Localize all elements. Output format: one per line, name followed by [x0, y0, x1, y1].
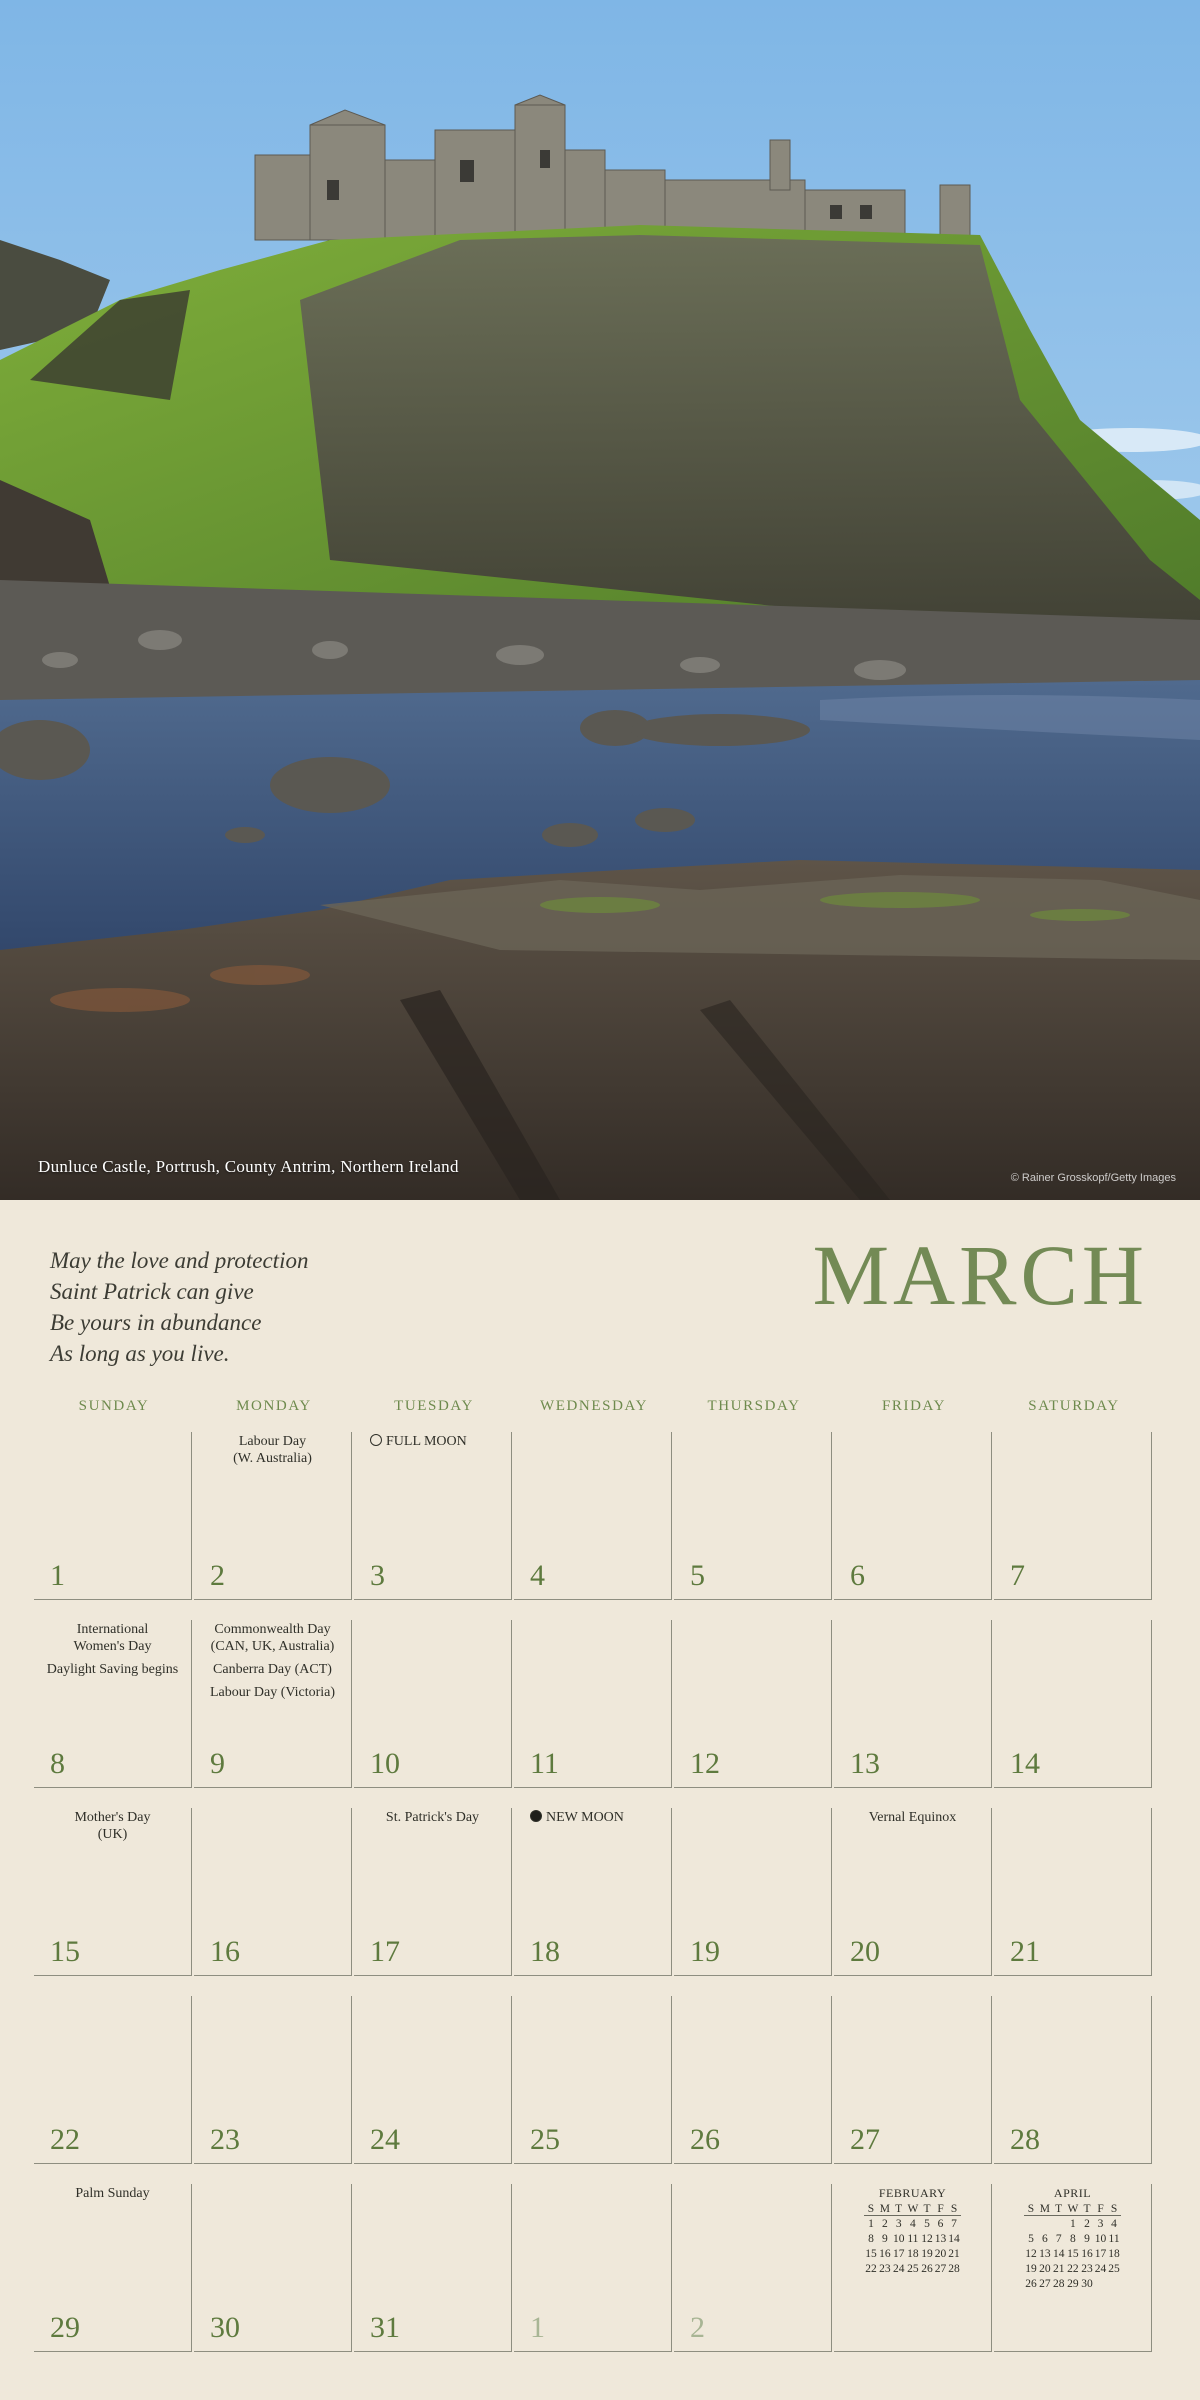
day-number: 10: [370, 1747, 400, 1780]
day-number: 30: [210, 2311, 240, 2344]
day-cell: [194, 1996, 352, 2164]
mini-calendar-day: 13: [934, 2233, 947, 2245]
mini-calendar-day: 8: [1069, 2233, 1076, 2245]
day-cell: [674, 2184, 832, 2352]
mini-calendar-day: 22: [1067, 2263, 1079, 2275]
mini-calendar-day: 2: [881, 2218, 888, 2230]
verse-line: As long as you live.: [50, 1341, 230, 1366]
event-label: Daylight Saving begins: [46, 1662, 179, 1677]
day-number: 23: [210, 2123, 240, 2156]
day-number: 14: [1010, 1747, 1040, 1780]
mini-calendar-day: 18: [907, 2248, 919, 2260]
mini-calendar-day: 5: [924, 2218, 930, 2230]
mini-calendar-day: [1094, 2276, 1108, 2291]
mini-calendar-day: 20: [1039, 2263, 1051, 2275]
mini-calendar-day: 23: [1081, 2263, 1093, 2275]
weekday-sunday: SUNDAY: [78, 1398, 150, 1414]
weekday-wednesday: WEDNESDAY: [539, 1398, 648, 1414]
day-cell: [514, 1808, 672, 1976]
mini-calendar-day: 22: [865, 2263, 877, 2275]
day-cell: [34, 1432, 192, 1600]
mini-calendar-day: 14: [1052, 2248, 1065, 2260]
event-label: Vernal Equinox: [868, 1810, 957, 1825]
mini-calendar-weekday: F: [934, 2203, 948, 2216]
day-number: 16: [210, 1935, 240, 1968]
day-cell: [354, 1808, 512, 1976]
mini-calendar-day: 7: [1055, 2233, 1062, 2245]
mini-calendar-day: 26: [921, 2263, 933, 2275]
mini-calendar-title: APRIL: [1053, 2186, 1092, 2200]
mini-calendar-day: 1: [1069, 2218, 1076, 2230]
day-number: 28: [1010, 2123, 1040, 2156]
day-cell: [194, 1620, 352, 1788]
mini-calendar-day: 25: [907, 2263, 919, 2275]
day-events: [202, 1433, 343, 1473]
weekday-tuesday: TUESDAY: [394, 1398, 474, 1414]
mini-calendar-day: 11: [1108, 2233, 1120, 2245]
day-number: 6: [850, 1559, 865, 1592]
mini-calendar-day: 12: [921, 2233, 933, 2245]
day-cell: [34, 2184, 192, 2352]
day-number: 3: [370, 1559, 385, 1592]
day-number: 9: [210, 1747, 225, 1780]
mini-calendar-day: 23: [879, 2263, 891, 2275]
mini-calendar-day: 1: [868, 2218, 874, 2230]
day-number: 12: [690, 1747, 720, 1780]
mini-calendar-day: 13: [1039, 2248, 1051, 2260]
day-cell: [994, 1620, 1152, 1788]
mini-calendar-table: [864, 2203, 961, 2276]
event-label: Labour Day (Victoria): [209, 1685, 336, 1700]
weekday-saturday: SATURDAY: [1028, 1398, 1120, 1414]
mini-calendar-day: 28: [948, 2263, 960, 2275]
day-number: 22: [50, 2123, 80, 2156]
day-cell: [34, 1996, 192, 2164]
mini-calendar-day: [1052, 2216, 1066, 2232]
day-cell: [354, 1432, 512, 1600]
photo-caption: Dunluce Castle, Portrush, County Antrim, Northern Ireland: [38, 1157, 459, 1176]
mini-calendar-day: 12: [1025, 2248, 1037, 2260]
day-number: 5: [690, 1559, 705, 1592]
mini-calendar-day: 21: [1052, 2263, 1065, 2275]
day-cell: [834, 1808, 992, 1976]
day-cell: [354, 1620, 512, 1788]
verse-line: May the love and protection: [50, 1248, 309, 1273]
day-number: 4: [530, 1559, 545, 1592]
mini-calendar-day: 24: [892, 2263, 905, 2275]
day-cell: [674, 1808, 832, 1976]
mini-calendar-day: 28: [1052, 2278, 1065, 2290]
day-cell: [514, 1432, 672, 1600]
mini-calendar-day: 15: [1067, 2248, 1079, 2260]
day-cell: [674, 1996, 832, 2164]
day-cell: [194, 1432, 352, 1600]
day-number: 1: [50, 1559, 65, 1592]
mini-calendar-day: [1107, 2276, 1121, 2291]
day-number: 13: [850, 1747, 880, 1780]
day-number: 18: [530, 1935, 560, 1968]
weekday-monday: MONDAY: [236, 1398, 312, 1414]
day-number: 7: [1010, 1559, 1025, 1592]
day-cell: [834, 1432, 992, 1600]
mini-calendar-day: 16: [879, 2248, 891, 2260]
mini-calendar-day: 2: [1084, 2218, 1090, 2230]
moon-phase: [530, 1810, 624, 1826]
weekday-header-row: [34, 1398, 1154, 1420]
mini-calendar-weekday: M: [1039, 2203, 1050, 2215]
day-cell: [834, 2184, 992, 2352]
mini-calendar-weekday: W: [1067, 2203, 1079, 2215]
event-label: Labour Day (W. Australia): [233, 1434, 312, 1466]
day-cell: [994, 2184, 1152, 2352]
day-cell: [194, 1808, 352, 1976]
mini-calendar-weekday: T: [892, 2203, 906, 2216]
day-number: 15: [50, 1935, 80, 1968]
mini-calendar-day: 29: [1067, 2278, 1079, 2290]
day-number: 25: [530, 2123, 560, 2156]
mini-calendar-day: 3: [895, 2218, 902, 2230]
full-moon-icon: [370, 1434, 382, 1446]
mini-calendar-day: 15: [865, 2248, 877, 2260]
day-number: 8: [50, 1747, 65, 1780]
day-cell: [994, 1432, 1152, 1600]
mini-calendar-weekday: W: [907, 2203, 919, 2215]
mini-calendar-day: 11: [907, 2233, 919, 2245]
mini-calendar-february: [842, 2186, 983, 2276]
mini-calendar-day: 21: [948, 2248, 960, 2260]
mini-calendar-day: 10: [1094, 2233, 1107, 2245]
mini-calendar-day: 8: [868, 2233, 874, 2245]
mini-calendar-day: 14: [948, 2233, 960, 2245]
mini-calendar-day: 27: [934, 2263, 947, 2275]
mini-calendar-day: 19: [1025, 2263, 1037, 2275]
verse-line: Saint Patrick can give: [50, 1279, 254, 1304]
day-cell: [514, 1996, 672, 2164]
mini-calendar-day: 16: [1081, 2248, 1093, 2260]
event-label: Mother's Day (UK): [74, 1810, 151, 1842]
day-cell: [994, 1808, 1152, 1976]
weekday-thursday: THURSDAY: [707, 1398, 801, 1414]
day-events: [202, 1621, 343, 1707]
day-cell: [994, 1996, 1152, 2164]
day-number: 24: [370, 2123, 400, 2156]
next-month-day-number: 1: [530, 2311, 545, 2344]
mini-calendar-day: [1024, 2216, 1038, 2232]
mini-calendar-day: 10: [892, 2233, 905, 2245]
day-number: 31: [370, 2311, 400, 2344]
mini-calendar-day: 17: [1094, 2248, 1107, 2260]
mini-calendar-day: 7: [951, 2218, 957, 2230]
day-number: 27: [850, 2123, 880, 2156]
photo-credit: © Rainer Grosskopf/Getty Images: [1010, 1172, 1176, 1184]
day-cell: [674, 1432, 832, 1600]
day-number: 21: [1010, 1935, 1040, 1968]
day-number: 19: [690, 1935, 720, 1968]
mini-calendar-day: 20: [934, 2248, 947, 2260]
mini-calendar-day: 26: [1025, 2278, 1037, 2290]
verse: [50, 1245, 308, 1369]
verse-line: Be yours in abundance: [50, 1310, 262, 1335]
day-number: 11: [530, 1747, 559, 1780]
day-number: 20: [850, 1935, 880, 1968]
weekday-friday: FRIDAY: [881, 1398, 947, 1414]
event-label: Palm Sunday: [75, 2186, 150, 2201]
day-events: [42, 1809, 183, 1849]
event-label: St. Patrick's Day: [385, 1810, 480, 1825]
mini-calendar-day: 19: [921, 2248, 933, 2260]
mini-calendar-day: 17: [892, 2248, 905, 2260]
event-label: Canberra Day (ACT): [213, 1662, 332, 1677]
day-events: [42, 2185, 183, 2208]
mini-calendar-day: 4: [1111, 2218, 1117, 2230]
new-moon-icon: [530, 1810, 542, 1822]
mini-calendar-day: 24: [1094, 2263, 1107, 2275]
day-events: [42, 1621, 183, 1684]
mini-calendar-weekday: T: [1052, 2203, 1066, 2216]
moon-phase-label: NEW MOON: [546, 1810, 624, 1825]
mini-calendar-table: [1024, 2203, 1121, 2291]
calendar-grid: [34, 1432, 1154, 2372]
mini-calendar-weekday: T: [920, 2203, 934, 2216]
mini-calendar-title: FEBRUARY: [878, 2186, 947, 2200]
mini-calendar-weekday: S: [1024, 2203, 1038, 2216]
day-cell: [194, 2184, 352, 2352]
mini-calendar-day: 5: [1028, 2233, 1034, 2245]
mini-calendar-weekday: T: [1080, 2203, 1094, 2216]
moon-phase: [370, 1434, 467, 1450]
mini-calendar-weekday: F: [1094, 2203, 1108, 2216]
mini-calendar-weekday: S: [947, 2203, 961, 2216]
month-title: MARCH: [812, 1227, 1148, 1323]
day-cell: [354, 1996, 512, 2164]
mini-calendar-day: 30: [1081, 2278, 1093, 2290]
mini-calendar-weekday: S: [1107, 2203, 1121, 2216]
mini-calendar-day: 6: [1041, 2233, 1048, 2245]
day-cell: [674, 1620, 832, 1788]
next-month-day-number: 2: [690, 2311, 705, 2344]
day-number: 29: [50, 2311, 80, 2344]
day-cell: [514, 1620, 672, 1788]
mini-calendar-day: 18: [1108, 2248, 1120, 2260]
mini-calendar-weekday: S: [864, 2203, 878, 2216]
day-number: 2: [210, 1559, 225, 1592]
mini-calendar-day: 6: [937, 2218, 944, 2230]
day-cell: [354, 2184, 512, 2352]
day-events: [842, 1809, 983, 1832]
day-number: 26: [690, 2123, 720, 2156]
mini-calendar-day: 4: [909, 2218, 916, 2230]
mini-calendar-day: 9: [1084, 2233, 1090, 2245]
day-cell: [514, 2184, 672, 2352]
day-cell: [34, 1620, 192, 1788]
event-label: Commonwealth Day (CAN, UK, Australia): [210, 1622, 335, 1654]
day-cell: [834, 1996, 992, 2164]
day-cell: [834, 1620, 992, 1788]
mini-calendar-weekday: M: [879, 2203, 890, 2215]
event-label: International Women's Day: [73, 1622, 152, 1654]
mini-calendar-april: [1002, 2186, 1143, 2291]
mini-calendar-day: 3: [1097, 2218, 1104, 2230]
mini-calendar-day: [1038, 2216, 1052, 2232]
day-cell: [34, 1808, 192, 1976]
mini-calendar-day: 27: [1039, 2278, 1051, 2290]
mini-calendar-day: 25: [1108, 2263, 1120, 2275]
moon-phase-label: FULL MOON: [386, 1434, 467, 1449]
day-events: [362, 1809, 503, 1832]
mini-calendar-day: 9: [881, 2233, 888, 2245]
day-number: 17: [370, 1935, 400, 1968]
